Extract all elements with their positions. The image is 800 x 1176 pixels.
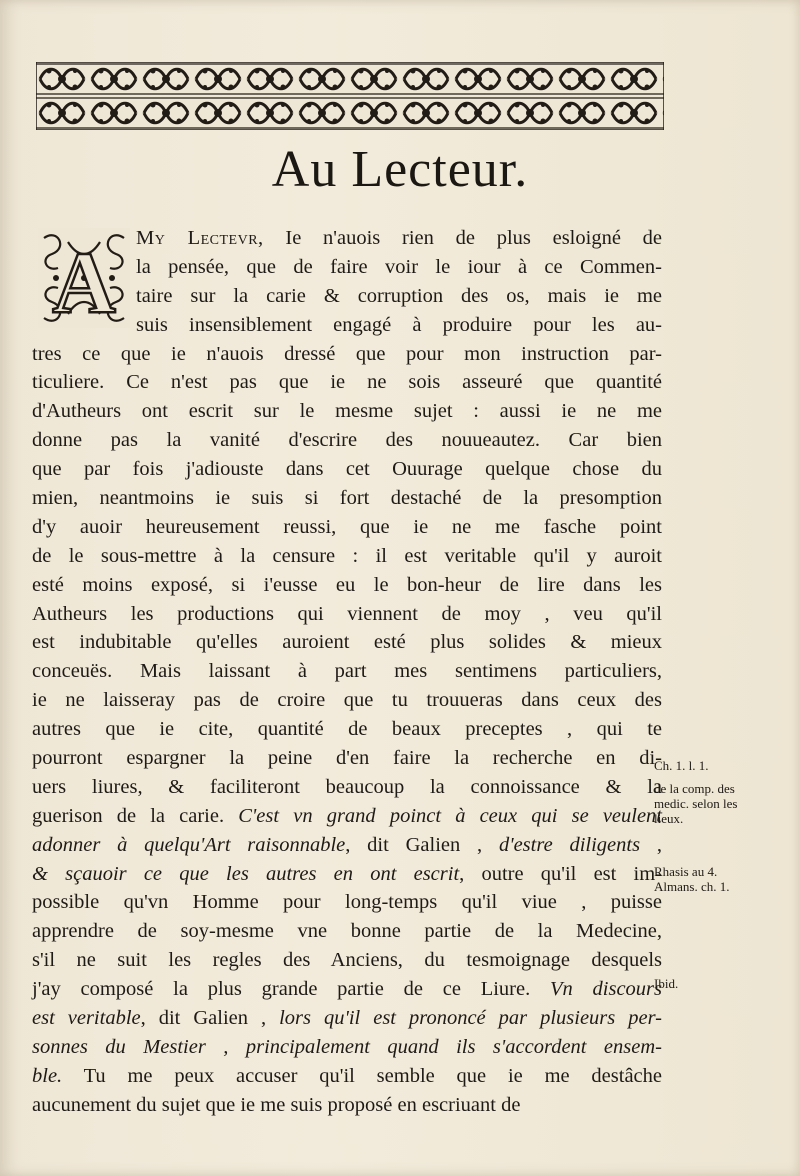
- text-line: & sçauoir ce que les autres en ont escrit, outre qu'il est im-: [32, 862, 663, 885]
- text-line: apprendre de soy-mesme vne bonne partie de la Medecine,: [32, 920, 662, 943]
- text-line: possible qu'vn Homme pour long-temps qu'il viue , puisse: [32, 891, 662, 914]
- text-line: d'Autheurs ont escrit sur le mesme sujet : aussi ie ne me: [32, 400, 662, 423]
- margin-note: Ch. 1. l. 1.: [654, 758, 709, 773]
- text-line: autres que ie cite, quantité de beaux preceptes , qui te: [32, 718, 662, 741]
- margin-note: Rhasis au 4. Almans. ch. 1.: [654, 864, 730, 894]
- text-line: aucunement du sujet que ie me suis proposé en escriuant de: [32, 1093, 521, 1116]
- margin-note: Ibid.: [654, 976, 679, 991]
- text-line: pourront espargner la peine d'en faire la recherche en di-: [32, 747, 662, 770]
- text-line: s'il ne suit les regles des Anciens, du tesmoignage desquels: [32, 949, 662, 972]
- text-line: conceuës. Mais laissant à part mes sentimens particuliers,: [32, 660, 662, 683]
- svg-text:A: A: [52, 235, 116, 328]
- body-text: [32, 224, 662, 1120]
- text-line: suis insensiblement engagé à produire pour les au-: [136, 313, 662, 336]
- text-line: taire sur la carie & corruption des os, mais ie me: [136, 284, 662, 307]
- text-line: Autheurs les productions qui viennent de moy , veu qu'il: [32, 602, 662, 625]
- text-line: ie ne laisseray pas de croire que tu trouueras dans ceux des: [32, 689, 662, 712]
- text-line: mien, neantmoins ie suis si fort destaché de la presomption: [32, 487, 662, 510]
- text-line: adonner à quelqu'Art raisonnable, dit Galien , d'estre diligents ,: [32, 833, 662, 856]
- margin-note: de la comp. des medic. selon les lieux.: [654, 781, 738, 826]
- text-line: que par fois j'adiouste dans cet Ouurage quelque chose du: [32, 458, 662, 481]
- text-line: est indubitable qu'elles auroient esté plus solides & mieux: [32, 631, 662, 654]
- text-line: ble. Tu me peux accuser qu'il semble que ie me destâche: [32, 1064, 662, 1087]
- text-line: de le sous-mettre à la censure : il est veritable qu'il y auroit: [32, 544, 662, 567]
- text-line: d'y auoir heureusement reussi, que ie ne me fasche point: [32, 515, 662, 538]
- opening-small-caps: My Lectevr,: [136, 227, 264, 249]
- ornamental-headpiece: [36, 62, 664, 130]
- text-line: tres ce que ie n'auois dressé que pour mon instruction par-: [32, 342, 662, 365]
- text-line: uers liures, & faciliteront beaucoup la connoissance & la: [32, 775, 662, 798]
- text-line: donne pas la vanité d'escrire des nouueautez. Car bien: [32, 429, 662, 452]
- text-line: guerison de la carie. C'est vn grand poinct à ceux qui se veulent: [32, 804, 663, 827]
- text-line: est veritable, dit Galien , lors qu'il est prononcé par plusieurs per-: [32, 1007, 662, 1030]
- text-line: j'ay composé la plus grande partie de ce Liure. Vn discours: [32, 978, 662, 1001]
- text-line: My Lectevr, Ie n'auois rien de plus esloigné de: [136, 227, 662, 249]
- text-line: esté moins exposé, si i'eusse eu le bon-heur de lire dans les: [32, 573, 662, 596]
- text-line: sonnes du Mestier , principalement quand ils s'accordent ensem-: [32, 1035, 662, 1058]
- text-line: ticuliere. Ce n'est pas que ie ne sois asseuré que quantité: [32, 371, 662, 394]
- page-title: Au Lecteur.: [271, 141, 529, 198]
- text-line: la pensée, que de faire voir le iour à ce Commen-: [136, 255, 662, 278]
